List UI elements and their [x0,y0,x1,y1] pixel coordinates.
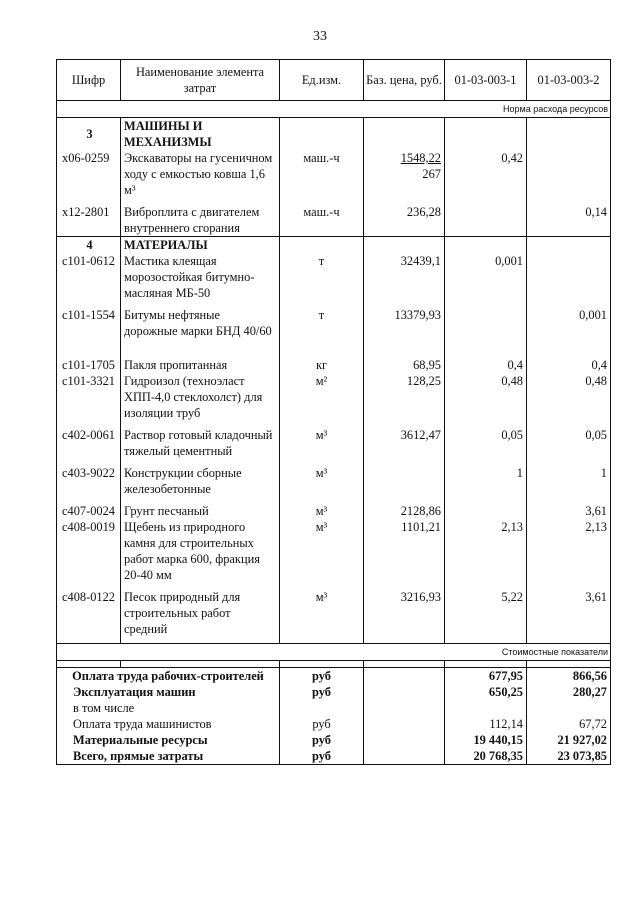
row-value-1: 0,42 [445,150,527,198]
row-price: 2128,86 [364,503,445,519]
row-code: с101-0612 [57,253,121,301]
total-value-2: 67,72 [527,716,611,732]
row-value-1 [445,204,527,237]
table-row [57,357,611,373]
row-unit: т [280,307,364,339]
row-code: х06-0259 [57,150,121,198]
total-value-2: 21 927,02 [527,732,611,748]
total-unit [280,700,364,716]
row-value-2: 0,14 [527,204,611,237]
total-value-1 [445,700,527,716]
section-name: МАТЕРИАЛЫ [121,237,280,254]
table-row [57,519,611,583]
page-number: 33 [313,29,327,44]
row-code: с408-0122 [57,589,121,637]
row-name: Мастика клеящая морозостойкая битумно-масляная МБ-50 [121,253,280,301]
row-code: с408-0019 [57,519,121,583]
row-value-1: 0,4 [445,357,527,373]
header-col2: 01-03-003-2 [527,60,611,101]
row-value-2: 0,4 [527,357,611,373]
row-name: Раствор готовый кладочный тяжелый цементный [121,427,280,459]
row-price [364,150,445,198]
row-name: Пакля пропитанная [121,357,280,373]
row-code: с101-1705 [57,357,121,373]
total-value-2: 280,27 [527,684,611,700]
row-price: 128,25 [364,373,445,421]
row-code: с403-9022 [57,465,121,497]
row-value-2: 3,61 [527,503,611,519]
row-code: х12-2801 [57,204,121,237]
total-value-1: 112,14 [445,716,527,732]
row-value-1: 0,001 [445,253,527,301]
row-price: 68,95 [364,357,445,373]
total-unit: руб [280,668,364,685]
cost-caption-row [57,644,611,661]
row-value-1: 1 [445,465,527,497]
table-row [57,427,611,459]
section-name: МАШИНЫ И МЕХАНИЗМЫ [121,118,280,151]
total-unit: руб [280,716,364,732]
row-value-1: 0,48 [445,373,527,421]
row-price: 3612,47 [364,427,445,459]
table-row [57,253,611,301]
row-price: 1101,21 [364,519,445,583]
table-row [57,307,611,339]
row-value-2: 1 [527,465,611,497]
row-unit: м³ [280,465,364,497]
row-price: 3216,93 [364,589,445,637]
norm-caption: Норма расхода ресурсов [57,101,611,118]
total-row [57,748,611,765]
row-price: 32439,1 [364,253,445,301]
table-header [57,60,611,101]
row-value-1: 2,13 [445,519,527,583]
row-price: 13379,93 [364,307,445,339]
table-row [57,503,611,519]
row-value-1: 5,22 [445,589,527,637]
resource-table [56,59,611,765]
row-price [364,465,445,497]
row-value-2: 0,001 [527,307,611,339]
row-code: с101-3321 [57,373,121,421]
row-value-2 [527,150,611,198]
total-value-2 [527,700,611,716]
total-name: Материальные ресурсы [57,732,280,748]
row-price: 236,28 [364,204,445,237]
total-value-1: 20 768,35 [445,748,527,765]
row-unit: м³ [280,427,364,459]
row-unit: м³ [280,503,364,519]
total-value-1: 650,25 [445,684,527,700]
table-row [57,465,611,497]
row-value-2: 2,13 [527,519,611,583]
header-code: Шифр [57,60,121,101]
total-value-1: 677,95 [445,668,527,685]
row-unit: м³ [280,519,364,583]
row-unit: кг [280,357,364,373]
section-code: 3 [57,118,121,151]
row-code: с402-0061 [57,427,121,459]
row-name: Гидроизол (техноэласт ХПП-4,0 стеклохолст) для изоляции труб [121,373,280,421]
row-unit: т [280,253,364,301]
header-price: Баз. цена, руб. [364,60,445,101]
total-value-2: 23 073,85 [527,748,611,765]
table-row [57,150,611,198]
table-row [57,204,611,237]
total-name: Эксплуатация машин [57,684,280,700]
section-row [57,118,611,151]
total-name: в том числе [57,700,280,716]
total-unit: руб [280,684,364,700]
total-row [57,668,611,685]
total-name: Всего, прямые затраты [57,748,280,765]
row-name: Экскаваторы на гусеничном ходу с емкостью ковша 1,6 м³ [121,150,280,198]
row-name: Битумы нефтяные дорожные марки БНД 40/60 [121,307,280,339]
cost-caption: Стоимостные показатели [57,644,611,661]
row-value-2: 0,05 [527,427,611,459]
row-value-1 [445,307,527,339]
total-name: Оплата труда машинистов [57,716,280,732]
header-unit: Ед.изм. [280,60,364,101]
table-row [57,373,611,421]
row-price-main: 1548,22 [400,151,441,165]
total-value-2: 866,56 [527,668,611,685]
header-col1: 01-03-003-1 [445,60,527,101]
row-value-2: 0,48 [527,373,611,421]
total-value-1: 19 440,15 [445,732,527,748]
total-row [57,732,611,748]
row-name: Грунт песчаный [121,503,280,519]
row-name: Щебень из природного камня для строительных работ марка 600, фракция 20-40 мм [121,519,280,583]
row-unit: м³ [280,589,364,637]
total-unit: руб [280,748,364,765]
row-name: Виброплита с двигателем внутреннего сгорания [121,204,280,237]
total-row [57,684,611,700]
row-name: Конструкции сборные железобетонные [121,465,280,497]
total-name: Оплата труда рабочих-строителей [57,668,280,685]
row-price-secondary: 267 [422,167,441,181]
total-row [57,716,611,732]
row-unit: маш.-ч [280,204,364,237]
header-name: Наименование элемента затрат [121,60,280,101]
row-value-2: 3,61 [527,589,611,637]
total-unit: руб [280,732,364,748]
row-code: с407-0024 [57,503,121,519]
row-code: с101-1554 [57,307,121,339]
row-unit: м² [280,373,364,421]
section-row [57,237,611,254]
total-row [57,700,611,716]
row-value-1 [445,503,527,519]
norm-caption-row [57,101,611,118]
row-unit: маш.-ч [280,150,364,198]
table-row [57,589,611,637]
row-name: Песок природный для строительных работ средний [121,589,280,637]
row-value-1: 0,05 [445,427,527,459]
row-value-2 [527,253,611,301]
section-code: 4 [57,237,121,254]
